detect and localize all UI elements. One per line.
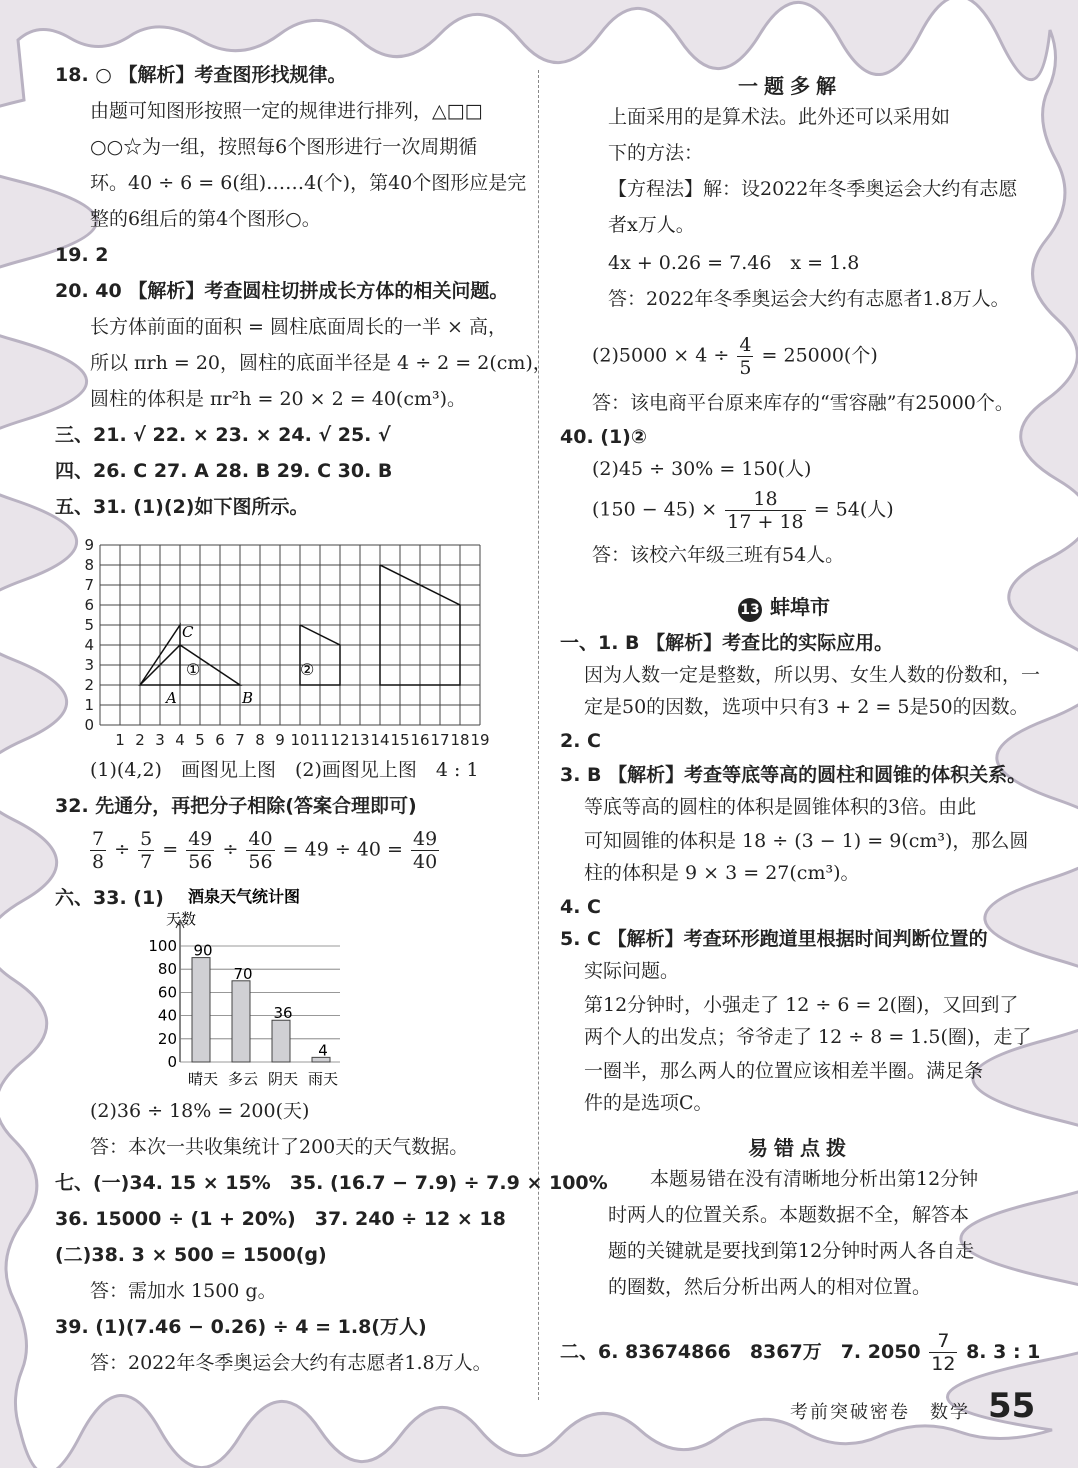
y-tick-label: 3	[84, 656, 94, 674]
chart-ylabel: 天数	[166, 910, 197, 928]
tip-line-1: 本题易错在没有清晰地分析出第12分钟	[650, 1168, 979, 1190]
x-tick-label: 3	[155, 731, 165, 749]
q38-line: (二)38. 3 × 500 = 1500(g)	[55, 1244, 327, 1266]
y-tick-label: 1	[84, 696, 94, 714]
q36-37-line: 36. 15000 ÷ (1 + 20%) 37. 240 ÷ 12 × 18	[55, 1208, 506, 1230]
x-tick-label: 9	[275, 731, 285, 749]
q20-line3: 所以 πrh = 20，圆柱的底面半径是 4 ÷ 2 = 2(cm)，	[90, 352, 552, 374]
y-tick-label: 100	[148, 937, 177, 955]
x-tick-label: 12	[330, 731, 350, 749]
b-q1-exp1: 因为人数一定是整数，所以男、女生人数的份数和，一	[584, 664, 1041, 686]
right-line-3: 【方程法】解：设2022年冬季奥运会大约有志愿	[608, 178, 1018, 200]
q33-answer: 答：本次一共收集统计了200天的天气数据。	[90, 1136, 469, 1158]
y-tick-label: 7	[84, 576, 94, 594]
right-line-5: 4x + 0.26 = 7.46 x = 1.8	[608, 252, 860, 274]
q20-line2: 长方体前面的面积 = 圆柱底面周长的一半 × 高，	[90, 316, 507, 338]
q40-answer: 答：该校六年级三班有54人。	[592, 544, 845, 566]
b-q1-exp2: 定是50的因数，选项中只有3 + 2 = 5是50的因数。	[584, 696, 1029, 718]
x-tick-label: 1	[115, 731, 125, 749]
chart-title: 酒泉天气统计图	[188, 887, 301, 906]
q18-line4: 环。40 ÷ 6 = 6(组)……4(个)，第40个图形应是完	[90, 172, 527, 194]
bar-value-label: 4	[318, 1041, 328, 1060]
section-multiple-solutions: 一题多解	[738, 74, 842, 98]
right-line-2: 下的方法：	[608, 142, 704, 164]
bar-value-label: 70	[233, 964, 253, 983]
b-q6-8-line: 二、6. 83674866 8367万 7. 2050 $\frac{7}{12}$ 8. 3 : 1	[560, 1330, 1041, 1375]
right-line-1: 上面采用的是算术法。此外还可以采用如	[608, 106, 951, 128]
q20-line1: 20. 40 【解析】考查圆柱切拼成长方体的相关问题。	[55, 280, 509, 302]
section-error-tips: 易错点拨	[748, 1136, 852, 1160]
x-tick-label: 5	[195, 731, 205, 749]
q26-30-line: 四、26. C 27. A 28. B 29. C 30. B	[55, 460, 393, 482]
q19-line: 19. 2	[55, 244, 109, 266]
x-tick-label: 14	[370, 731, 390, 749]
label-shape-2: ②	[300, 660, 315, 679]
city-heading: 13 蚌埠市	[738, 594, 830, 622]
right-line-6: 答：2022年冬季奥运会大约有志愿者1.8万人。	[608, 288, 1010, 310]
q31-answer: (1)(4,2) 画图见上图 (2)画图见上图 4 : 1	[90, 759, 479, 781]
q38-answer: 答：需加水 1500 g。	[90, 1280, 277, 1302]
coordinate-grid	[80, 538, 500, 753]
b-q5-exp2: 第12分钟时，小强走了 12 ÷ 6 = 2(圈)，又回到了	[584, 994, 1019, 1016]
x-tick-label: 15	[390, 731, 410, 749]
q18-line1: 18. ○ 【解析】考查图形找规律。	[55, 64, 347, 86]
q39-part2: (2)5000 × 4 ÷ $\frac{4}{5}$ = 25000(个)	[592, 334, 878, 379]
q39-answer: 答：2022年冬季奥运会大约有志愿者1.8万人。	[90, 1352, 492, 1374]
bar-value-label: 36	[273, 1004, 293, 1023]
column-divider	[538, 70, 539, 1400]
b-q3-exp2: 可知圆锥的体积是 18 ÷ (3 − 1) = 9(cm³)，那么圆	[584, 830, 1029, 852]
tip-line-3: 题的关键就是要找到第12分钟时两人各自走	[608, 1240, 975, 1262]
bar	[192, 958, 210, 1062]
x-tick-label: 19	[470, 731, 490, 749]
b-q5-line: 5. C 【解析】考查环形跑道里根据时间判断位置的	[560, 928, 988, 950]
y-tick-label: 8	[84, 556, 94, 574]
page-number: 55	[988, 1386, 1036, 1426]
q32-line: 32. 先通分，再把分子相除(答案合理即可)	[55, 795, 417, 817]
b-q5-exp3: 两个人的出发点；爷爷走了 12 ÷ 8 = 1.5(圈)，走了	[584, 1026, 1032, 1048]
q20-line4: 圆柱的体积是 πr²h = 20 × 2 = 40(cm³)。	[90, 388, 467, 410]
y-tick-label: 4	[84, 636, 94, 654]
b-q3-line: 3. B 【解析】考查等底等高的圆柱和圆锥的体积关系。	[560, 764, 1027, 786]
x-tick-label: 7	[235, 731, 245, 749]
b-q2-line: 2. C	[560, 730, 601, 752]
q31-line: 五、31. (1)(2)如下图所示。	[55, 496, 309, 518]
right-line-4: 者x万人。	[608, 214, 695, 236]
x-tick-label: 13	[350, 731, 370, 749]
q40-part2: (2)45 ÷ 30% = 150(人)	[592, 458, 812, 480]
x-tick-label: 11	[310, 731, 330, 749]
y-tick-label: 2	[84, 676, 94, 694]
footer-book-title: 考前突破密卷 数学	[790, 1402, 970, 1423]
q21-25-line: 三、21. √ 22. × 23. × 24. √ 25. √	[55, 424, 391, 446]
label-a: A	[166, 689, 177, 707]
y-tick-label: 80	[157, 960, 177, 979]
q34-35-line: 七、(一)34. 15 × 15% 35. (16.7 − 7.9) ÷ 7.9 × 100%	[55, 1172, 608, 1194]
q18-line3: ○○☆为一组，按照每6个图形进行一次周期循	[90, 136, 478, 158]
y-tick-label: 0	[167, 1053, 177, 1071]
q40-line: 40. (1)②	[560, 426, 647, 448]
label-c: C	[182, 623, 194, 641]
category-label: 雨天	[307, 1070, 339, 1088]
x-tick-label: 2	[135, 731, 145, 749]
category-label: 阴天	[267, 1070, 299, 1088]
b-q5-exp4: 一圈半，那么两人的位置应该相差半圈。满足条	[584, 1060, 984, 1082]
x-tick-label: 10	[290, 731, 310, 749]
y-tick-label: 40	[157, 1006, 177, 1025]
city-number-badge: 13	[738, 598, 762, 622]
x-tick-label: 16	[410, 731, 430, 749]
label-shape-1: ①	[186, 660, 201, 679]
y-tick-label: 9	[84, 538, 94, 554]
y-tick-label: 60	[157, 983, 177, 1002]
b-q3-exp3: 柱的体积是 9 × 3 = 27(cm³)。	[584, 862, 860, 884]
x-tick-label: 4	[175, 731, 185, 749]
q33-part2: (2)36 ÷ 18% = 200(天)	[90, 1100, 310, 1122]
q18-line5: 整的6组后的第4个图形○。	[90, 208, 321, 230]
x-tick-label: 8	[255, 731, 265, 749]
bar	[272, 1020, 290, 1062]
bar	[232, 981, 250, 1062]
q39-part2-answer: 答：该电商平台原来库存的“雪容融”有25000个。	[592, 392, 1014, 414]
y-tick-label: 0	[84, 716, 94, 734]
label-b: B	[242, 689, 254, 707]
tip-line-4: 的圈数，然后分析出两人的相对位置。	[608, 1276, 932, 1298]
b-q5-exp5: 件的是选项C。	[584, 1092, 713, 1114]
category-label: 晴天	[187, 1070, 219, 1088]
y-tick-label: 5	[84, 616, 94, 634]
q33-line: 六、33. (1)	[55, 887, 164, 909]
q39-line: 39. (1)(7.46 − 0.26) ÷ 4 = 1.8(万人)	[55, 1316, 427, 1338]
b-q3-exp1: 等底等高的圆柱的体积是圆锥体积的3倍。由此	[584, 796, 977, 818]
q32-equation: $\frac{7}{8}$ ÷ $\frac{5}{7}$ = $\frac{49}{56}$ ÷ $\frac{40}{56}$ = 49 ÷ 40 = $\frac{49}{40}$	[92, 828, 438, 873]
b-q4-line: 4. C	[560, 896, 601, 918]
b-q5-exp1: 实际问题。	[584, 960, 680, 982]
y-tick-label: 6	[84, 596, 94, 614]
bar-value-label: 90	[193, 941, 213, 960]
category-label: 多云	[227, 1070, 259, 1088]
x-tick-label: 6	[215, 731, 225, 749]
tip-line-2: 时两人的位置关系。本题数据不全，解答本	[608, 1204, 970, 1226]
y-tick-label: 20	[157, 1029, 177, 1048]
weather-bar-chart	[140, 882, 380, 1092]
q40-equation: (150 − 45) × $\frac{18}{17 + 18}$ = 54(人)	[592, 488, 894, 533]
x-tick-label: 18	[450, 731, 470, 749]
b-q1-line: 一、1. B 【解析】考查比的实际应用。	[560, 632, 894, 654]
q18-line2: 由题可知图形按照一定的规律进行排列，△□□	[90, 100, 483, 122]
x-tick-label: 17	[430, 731, 450, 749]
